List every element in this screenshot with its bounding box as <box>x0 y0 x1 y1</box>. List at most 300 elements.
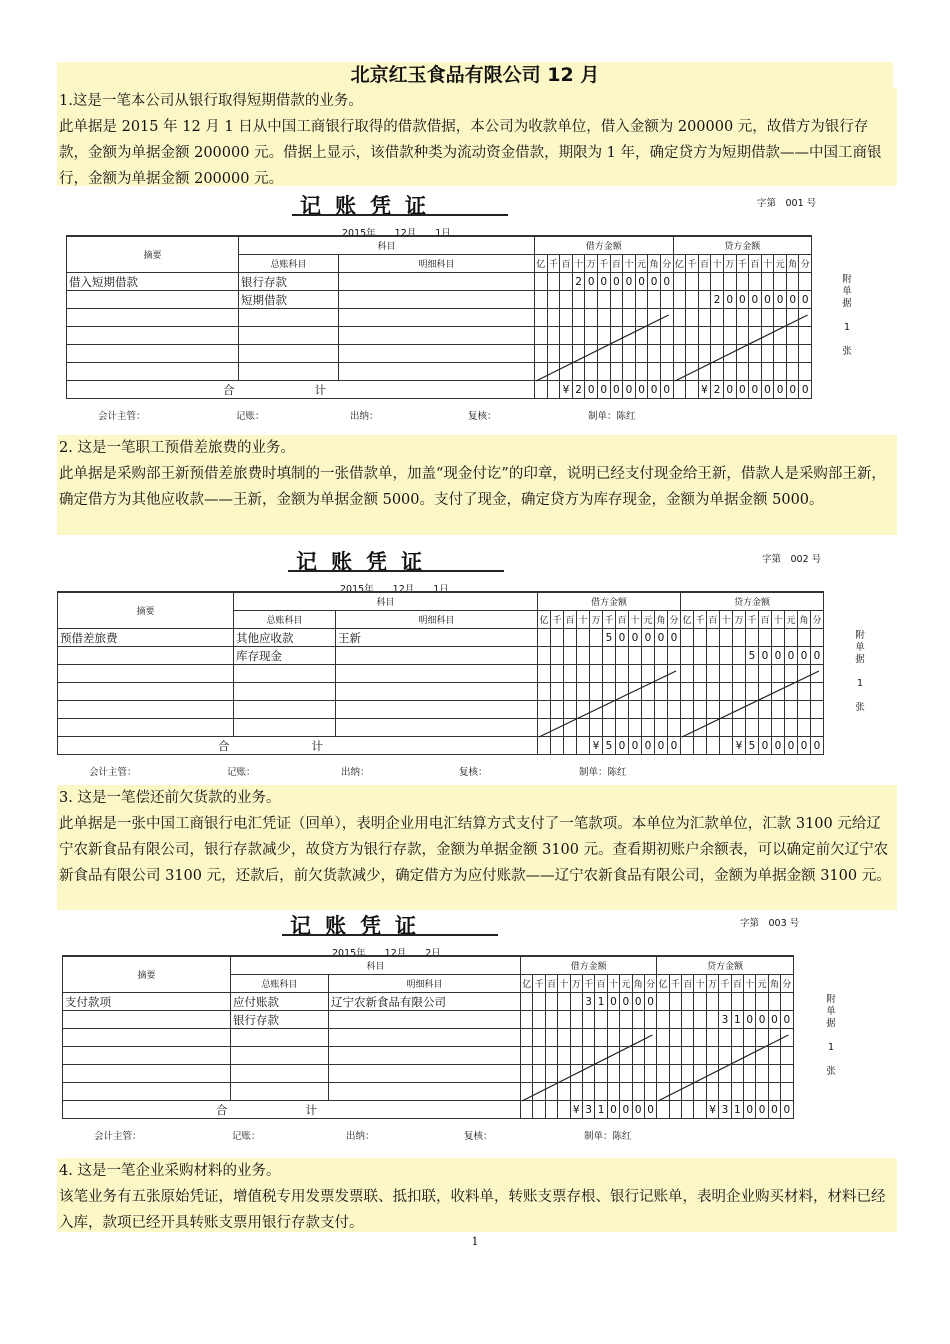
credit-digit <box>719 993 731 1011</box>
debit-digit <box>635 291 648 309</box>
credit-digit <box>681 647 694 665</box>
digit-unit-header: 百 <box>759 611 772 629</box>
general-account-cell <box>231 1065 329 1083</box>
debit-digit <box>616 647 629 665</box>
digit-unit-header: 分 <box>668 611 681 629</box>
digit-unit-header: 百 <box>564 611 577 629</box>
credit-digit <box>657 1011 669 1029</box>
digit-unit-header: 百 <box>560 255 573 273</box>
general-account-cell: 银行存款 <box>239 273 339 291</box>
total-debit-digit: 3 <box>582 1101 594 1119</box>
credit-digit <box>774 273 787 291</box>
summary-cell: 预借差旅费 <box>58 629 234 647</box>
detail-account-cell <box>339 363 535 381</box>
credit-digit <box>772 629 785 647</box>
digit-unit-header: 百 <box>616 611 629 629</box>
digit-unit-header: 百 <box>749 255 762 273</box>
total-debit-digit: 0 <box>668 737 681 755</box>
col-summary-header: 摘要 <box>67 236 239 273</box>
debit-digit <box>535 291 548 309</box>
total-debit-digit: 0 <box>648 381 661 399</box>
digit-unit-header: 元 <box>642 611 655 629</box>
digit-unit-header: 分 <box>660 255 673 273</box>
detail-account-cell <box>339 345 535 363</box>
summary-cell <box>58 719 234 737</box>
voucher-title: 记账凭证 <box>296 549 436 574</box>
section-3-heading: 3. 这是一笔偿还前欠货款的业务。 <box>59 790 281 806</box>
digit-unit-header: 十 <box>761 255 774 273</box>
debit-digit <box>603 647 616 665</box>
general-account-cell <box>231 1083 329 1101</box>
total-label-left: 合 <box>218 738 230 753</box>
footer-bookkeeper: 记账： <box>236 411 265 422</box>
voucher-001 <box>0 190 950 425</box>
credit-digit <box>698 291 711 309</box>
general-account-cell: 应付账款 <box>231 993 329 1011</box>
total-credit-digit: 0 <box>761 381 774 399</box>
credit-digit <box>706 993 718 1011</box>
detail-account-cell <box>329 1083 521 1101</box>
footer-maker: 制单：陈红 <box>584 1131 632 1142</box>
credit-digit <box>746 629 759 647</box>
section-2-heading: 2. 这是一笔职工预借差旅费的业务。 <box>59 440 295 456</box>
digit-unit-header: 千 <box>669 975 681 993</box>
credit-digit <box>785 629 798 647</box>
debit-digit <box>644 1011 656 1029</box>
digit-unit-header: 亿 <box>681 611 694 629</box>
voucher-003 <box>0 910 950 1145</box>
digit-unit-header: 千 <box>603 611 616 629</box>
credit-digit <box>706 1011 718 1029</box>
debit-cancel-line <box>537 667 680 741</box>
credit-digit <box>733 647 746 665</box>
total-credit-digit: 0 <box>759 737 772 755</box>
digit-unit-header: 角 <box>655 611 668 629</box>
debit-digit <box>521 993 533 1011</box>
total-label-right: 计 <box>314 382 326 397</box>
credit-digit <box>669 1011 681 1029</box>
debit-digit <box>545 1011 557 1029</box>
credit-digit <box>686 273 699 291</box>
digit-unit-header: 十 <box>629 611 642 629</box>
credit-digit <box>707 647 720 665</box>
digit-unit-header: 百 <box>610 255 623 273</box>
total-credit-digit: 0 <box>744 1101 756 1119</box>
credit-digit <box>798 629 811 647</box>
credit-digit: 3 <box>719 1011 731 1029</box>
debit-digit <box>607 1011 619 1029</box>
attachment-label: 张 <box>855 702 865 713</box>
total-debit-digit: 0 <box>610 381 623 399</box>
general-account-cell <box>234 701 336 719</box>
debit-digit <box>582 1011 594 1029</box>
debit-digit <box>558 1011 570 1029</box>
digit-unit-header: 分 <box>799 255 812 273</box>
credit-digit <box>768 993 780 1011</box>
total-credit-digit: 0 <box>799 381 812 399</box>
summary-cell <box>58 665 234 683</box>
attachment-label: 张 <box>826 1066 836 1077</box>
credit-digit <box>682 1011 694 1029</box>
credit-digit <box>694 1011 706 1029</box>
digit-unit-header: 千 <box>597 255 610 273</box>
footer-bookkeeper: 记账： <box>227 767 256 778</box>
voucher-date: 2015年 12月 2日 <box>332 948 441 959</box>
col-general-header: 总账科目 <box>239 255 339 273</box>
credit-digit <box>756 993 768 1011</box>
debit-digit: 0 <box>623 273 636 291</box>
col-credit-header: 贷方金额 <box>657 956 793 975</box>
total-label-cell <box>63 1101 521 1119</box>
col-subject-header: 科目 <box>234 592 538 611</box>
attachment-label: 单 <box>855 642 865 653</box>
credit-digit: 0 <box>785 647 798 665</box>
total-debit-digit: ¥ <box>590 737 603 755</box>
total-debit-digit: ¥ <box>560 381 573 399</box>
credit-digit: 0 <box>798 647 811 665</box>
total-debit-digit: 0 <box>585 381 598 399</box>
total-credit-digit: 0 <box>756 1101 768 1119</box>
credit-digit: 0 <box>736 291 749 309</box>
total-debit-digit: 0 <box>655 737 668 755</box>
general-account-cell <box>234 683 336 701</box>
credit-digit <box>694 629 707 647</box>
attachment-label: 据 <box>842 298 852 309</box>
debit-digit <box>535 273 548 291</box>
general-account-cell <box>239 363 339 381</box>
voucher-002 <box>0 546 950 781</box>
digit-unit-header: 十 <box>720 611 733 629</box>
general-account-cell <box>239 327 339 345</box>
digit-unit-header: 分 <box>781 975 793 993</box>
detail-account-cell <box>339 327 535 345</box>
digit-unit-header: 亿 <box>535 255 548 273</box>
general-account-cell <box>234 719 336 737</box>
debit-digit <box>642 647 655 665</box>
total-debit-digit: 0 <box>642 737 655 755</box>
section-4-heading: 4. 这是一笔企业采购材料的业务。 <box>59 1163 281 1179</box>
attachment-label: 据 <box>826 1018 836 1029</box>
debit-digit <box>655 647 668 665</box>
credit-digit <box>698 273 711 291</box>
total-credit-digit: 0 <box>786 381 799 399</box>
total-label-right: 计 <box>311 738 323 753</box>
digit-unit-header: 分 <box>811 611 824 629</box>
debit-digit <box>547 291 560 309</box>
debit-digit <box>551 647 564 665</box>
debit-digit: 0 <box>607 993 619 1011</box>
general-account-cell: 短期借款 <box>239 291 339 309</box>
digit-unit-header: 万 <box>585 255 598 273</box>
footer-supervisor: 会计主管： <box>89 767 137 778</box>
summary-cell <box>67 363 239 381</box>
credit-digit <box>723 273 736 291</box>
debit-digit: 3 <box>582 993 594 1011</box>
credit-digit: 0 <box>781 1011 793 1029</box>
footer-reviewer: 复核： <box>459 767 488 778</box>
debit-digit <box>632 1011 644 1029</box>
credit-digit <box>673 273 686 291</box>
col-general-header: 总账科目 <box>234 611 336 629</box>
attachment-label: 附 <box>826 994 836 1005</box>
general-account-cell <box>239 345 339 363</box>
debit-digit <box>620 1011 632 1029</box>
debit-digit: 0 <box>620 993 632 1011</box>
debit-digit: 5 <box>603 629 616 647</box>
digit-unit-header: 百 <box>698 255 711 273</box>
general-account-cell <box>231 1029 329 1047</box>
total-credit-digit: 0 <box>768 1101 780 1119</box>
debit-digit: 0 <box>660 273 673 291</box>
debit-digit <box>551 629 564 647</box>
summary-cell <box>63 1047 231 1065</box>
total-credit-digit: 1 <box>731 1101 743 1119</box>
debit-digit <box>545 993 557 1011</box>
credit-digit <box>781 993 793 1011</box>
credit-digit <box>744 993 756 1011</box>
footer-supervisor: 会计主管： <box>94 1131 142 1142</box>
digit-unit-header: 亿 <box>657 975 669 993</box>
debit-digit: 0 <box>610 273 623 291</box>
digit-unit-header: 万 <box>590 611 603 629</box>
debit-digit <box>560 291 573 309</box>
digit-unit-header: 角 <box>798 611 811 629</box>
total-debit-digit: 0 <box>607 1101 619 1119</box>
digit-unit-header: 十 <box>694 975 706 993</box>
total-credit-digit: 2 <box>711 381 724 399</box>
general-account-cell: 银行存款 <box>231 1011 329 1029</box>
digit-unit-header: 亿 <box>673 255 686 273</box>
digit-unit-header: 千 <box>547 255 560 273</box>
debit-digit <box>538 629 551 647</box>
attachment-label: 单 <box>842 286 852 297</box>
credit-cancel-line <box>673 311 812 385</box>
credit-digit <box>657 993 669 1011</box>
digit-unit-header: 角 <box>768 975 780 993</box>
total-credit-digit: 5 <box>746 737 759 755</box>
debit-digit <box>533 993 545 1011</box>
digit-unit-header: 元 <box>774 255 787 273</box>
total-credit-digit: 0 <box>774 381 787 399</box>
credit-cancel-line <box>656 1031 792 1105</box>
digit-unit-header: 十 <box>711 255 724 273</box>
detail-account-cell <box>329 1047 521 1065</box>
credit-digit <box>786 273 799 291</box>
total-debit-digit: 5 <box>603 737 616 755</box>
credit-digit <box>686 291 699 309</box>
summary-cell <box>63 1065 231 1083</box>
general-account-cell: 库存现金 <box>234 647 336 665</box>
debit-digit <box>570 1011 582 1029</box>
debit-digit: 0 <box>629 629 642 647</box>
total-label-left: 合 <box>216 1102 228 1117</box>
debit-digit <box>564 629 577 647</box>
page-title: 北京红玉食品有限公司 12 月 <box>57 62 893 88</box>
total-credit-digit: 0 <box>781 1101 793 1119</box>
col-debit-header: 借方金额 <box>521 956 657 975</box>
credit-digit: 0 <box>786 291 799 309</box>
digit-unit-header: 千 <box>694 611 707 629</box>
total-debit-digit: 0 <box>620 1101 632 1119</box>
digit-unit-header: 元 <box>785 611 798 629</box>
debit-cancel-line <box>520 1031 656 1105</box>
footer-cashier: 出纳： <box>350 411 379 422</box>
digit-unit-header: 角 <box>632 975 644 993</box>
total-label-right: 计 <box>305 1102 317 1117</box>
debit-digit <box>660 291 673 309</box>
debit-digit: 0 <box>632 993 644 1011</box>
digit-unit-header: 元 <box>635 255 648 273</box>
credit-digit <box>799 273 812 291</box>
credit-digit <box>681 629 694 647</box>
digit-unit-header: 千 <box>686 255 699 273</box>
summary-cell <box>58 683 234 701</box>
section-4 <box>57 1158 897 1232</box>
debit-digit <box>538 647 551 665</box>
col-subject-header: 科目 <box>231 956 521 975</box>
voucher-title-underline <box>282 934 498 936</box>
debit-digit <box>560 273 573 291</box>
credit-digit <box>731 993 743 1011</box>
total-label-left: 合 <box>223 382 235 397</box>
voucher-title: 记账凭证 <box>290 913 430 938</box>
credit-digit: 0 <box>749 291 762 309</box>
voucher-title: 记账凭证 <box>300 193 440 218</box>
debit-digit <box>547 273 560 291</box>
credit-cancel-line <box>680 667 823 741</box>
digit-unit-header: 万 <box>723 255 736 273</box>
general-account-cell: 其他应收款 <box>234 629 336 647</box>
credit-digit: 0 <box>811 647 824 665</box>
detail-account-cell <box>329 1011 521 1029</box>
total-credit-digit: 0 <box>811 737 824 755</box>
credit-digit <box>736 273 749 291</box>
col-debit-header: 借方金额 <box>535 236 674 255</box>
total-label-cell <box>67 381 535 399</box>
debit-digit <box>564 647 577 665</box>
summary-cell <box>63 1083 231 1101</box>
credit-digit: 5 <box>746 647 759 665</box>
credit-digit <box>759 629 772 647</box>
debit-digit <box>610 291 623 309</box>
summary-cell <box>67 309 239 327</box>
digit-unit-header: 万 <box>570 975 582 993</box>
total-credit-digit: 0 <box>785 737 798 755</box>
page-number: 1 <box>471 1235 479 1248</box>
digit-unit-header: 万 <box>706 975 718 993</box>
digit-unit-header: 千 <box>582 975 594 993</box>
credit-digit <box>673 291 686 309</box>
footer-bookkeeper: 记账： <box>232 1131 261 1142</box>
col-credit-header: 贷方金额 <box>681 592 824 611</box>
debit-digit <box>597 291 610 309</box>
digit-unit-header: 千 <box>736 255 749 273</box>
digit-unit-header: 千 <box>746 611 759 629</box>
summary-cell <box>58 701 234 719</box>
section-3 <box>57 785 897 910</box>
debit-digit <box>558 993 570 1011</box>
total-debit-digit: 1 <box>595 1101 607 1119</box>
summary-cell <box>67 327 239 345</box>
digit-unit-header: 百 <box>731 975 743 993</box>
debit-digit: 1 <box>595 993 607 1011</box>
detail-account-cell <box>336 701 538 719</box>
col-general-header: 总账科目 <box>231 975 329 993</box>
total-credit-digit: 0 <box>723 381 736 399</box>
credit-digit: 0 <box>761 291 774 309</box>
digit-unit-header: 十 <box>572 255 585 273</box>
digit-unit-header: 百 <box>545 975 557 993</box>
debit-digit <box>577 629 590 647</box>
total-debit-digit: 2 <box>572 381 585 399</box>
detail-account-cell: 王新 <box>336 629 538 647</box>
summary-cell <box>67 345 239 363</box>
digit-unit-header: 千 <box>551 611 564 629</box>
credit-digit <box>720 629 733 647</box>
total-debit-digit: 0 <box>632 1101 644 1119</box>
general-account-cell <box>231 1047 329 1065</box>
footer-reviewer: 复核： <box>468 411 497 422</box>
attachment-label: 1 <box>843 322 851 333</box>
section-1 <box>57 88 897 186</box>
total-credit-digit: 3 <box>719 1101 731 1119</box>
total-credit-digit: ¥ <box>698 381 711 399</box>
credit-digit <box>711 273 724 291</box>
total-credit-digit: ¥ <box>706 1101 718 1119</box>
credit-digit <box>694 993 706 1011</box>
summary-cell: 支付款项 <box>63 993 231 1011</box>
digit-unit-header: 十 <box>577 611 590 629</box>
attachment-label: 1 <box>856 678 864 689</box>
voucher-number: 字第 003 号 <box>740 918 800 929</box>
digit-unit-header: 百 <box>707 611 720 629</box>
col-summary-header: 摘要 <box>58 592 234 629</box>
total-debit-digit: 0 <box>644 1101 656 1119</box>
detail-account-cell <box>329 1065 521 1083</box>
section-1-heading: 1.这是一笔本公司从银行取得短期借款的业务。 <box>59 93 363 109</box>
debit-digit: 2 <box>572 273 585 291</box>
total-credit-digit: ¥ <box>733 737 746 755</box>
debit-digit <box>533 1011 545 1029</box>
credit-digit: 2 <box>711 291 724 309</box>
debit-digit <box>585 291 598 309</box>
section-1-body: 此单据是 2015 年 12 月 1 日从中国工商银行取得的借款借据，本公司为收款单位，借入金额为 200000 元，故借方为银行存款，金额为单据金额 200000 元。借据上显示，该借款种类为流动资金借款，期限为 1 年，确定贷方为短期借款——中国工商银行，金额为单据金额 200000 元。 <box>59 119 882 187</box>
summary-cell <box>63 1011 231 1029</box>
section-4-body: 该笔业务有五张原始凭证，增值税专用发票发票联、抵扣联，收料单，转账支票存根、银行记账单，表明企业购买材料，材料已经入库，款项已经开具转账支票用银行存款支付。 <box>59 1189 886 1231</box>
debit-digit: 0 <box>655 629 668 647</box>
debit-digit <box>590 647 603 665</box>
digit-unit-header: 十 <box>558 975 570 993</box>
detail-account-cell <box>336 647 538 665</box>
debit-cancel-line <box>534 311 673 385</box>
footer-supervisor: 会计主管： <box>98 411 146 422</box>
debit-digit: 0 <box>644 993 656 1011</box>
digit-unit-header: 亿 <box>538 611 551 629</box>
detail-account-cell <box>329 1029 521 1047</box>
footer-maker: 制单：陈红 <box>588 411 636 422</box>
voucher-date: 2015年 12月 1日 <box>342 228 451 239</box>
detail-account-cell <box>336 665 538 683</box>
section-3-body: 此单据是一张中国工商银行电汇凭证（回单），表明企业用电汇结算方式支付了一笔款项。本单位为汇款单位，汇款 3100 元给辽宁农新食品有限公司，银行存款减少，故贷方为银行存款，金额为单据金额 3100 元。查看期初账户余额表，可以确定前欠辽宁农新食品有限公司 3100 元，还款后，前欠货款减少，确定借方为应付账款——辽宁农新食品有限公司，金额为单据金额 3100 元。 <box>59 816 891 884</box>
general-account-cell <box>234 665 336 683</box>
credit-digit: 0 <box>772 647 785 665</box>
debit-digit <box>570 993 582 1011</box>
footer-reviewer: 复核： <box>464 1131 493 1142</box>
debit-digit: 0 <box>635 273 648 291</box>
attachment-label: 据 <box>855 654 865 665</box>
credit-digit: 0 <box>756 1011 768 1029</box>
total-debit-digit: 0 <box>660 381 673 399</box>
